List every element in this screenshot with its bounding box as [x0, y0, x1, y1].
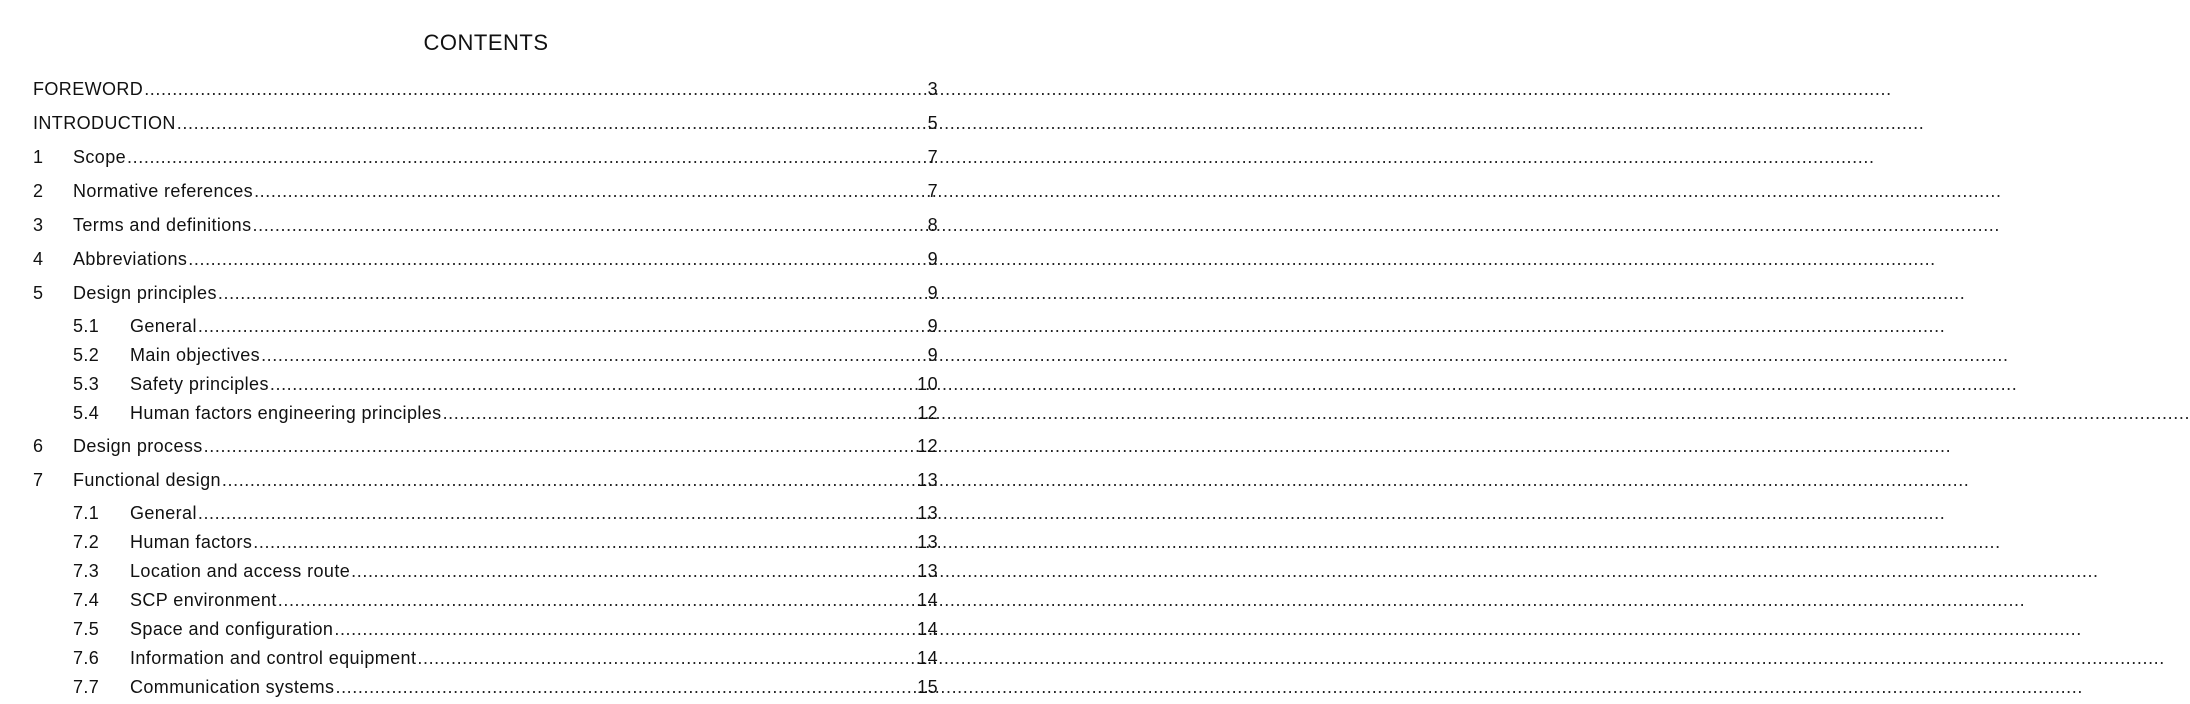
toc-entry-number: 5: [33, 283, 44, 303]
toc-entry-number: 5.2: [73, 345, 100, 365]
table-of-contents: [33, 76, 938, 704]
toc-entry[interactable]: [33, 588, 938, 617]
toc-entry-number: 7.5: [73, 619, 100, 639]
document-page: [0, 0, 956, 697]
toc-entry-number: 1: [33, 147, 44, 167]
toc-entry[interactable]: [33, 617, 938, 646]
toc-entry-number: 6: [33, 436, 44, 456]
dot-leader: [144, 77, 926, 101]
toc-entry-number: 7.3: [73, 561, 100, 581]
toc-entry-page-number: 12: [917, 403, 938, 423]
toc-entry-page-number: 9: [927, 283, 938, 303]
toc-entry[interactable]: [33, 178, 938, 212]
toc-entry-page-number: 14: [917, 619, 938, 639]
toc-entry[interactable]: [33, 76, 938, 110]
toc-entry-label: Main objectives: [130, 345, 261, 365]
toc-entry-number: 3: [33, 215, 44, 235]
toc-entry-label: Design principles: [73, 283, 217, 303]
dot-leader: [417, 646, 916, 670]
dot-leader: [198, 501, 916, 525]
toc-entry-number: 5.3: [73, 374, 100, 394]
toc-entry[interactable]: [33, 530, 938, 559]
toc-entry-page-number: 7: [927, 181, 938, 201]
toc-entry-page-number: 13: [917, 470, 938, 490]
toc-entry-label: Functional design: [73, 470, 221, 490]
toc-entry-number: 7.6: [73, 648, 100, 668]
toc-entry-page-number: 9: [927, 345, 938, 365]
dot-leader: [218, 281, 927, 305]
dot-leader: [204, 434, 917, 458]
toc-entry-label: Safety principles: [130, 374, 269, 394]
toc-entry-page-number: 13: [917, 503, 938, 523]
toc-entry[interactable]: [33, 280, 938, 314]
toc-entry[interactable]: [33, 433, 938, 467]
toc-entry[interactable]: [33, 559, 938, 588]
toc-entry[interactable]: [33, 246, 938, 280]
dot-leader: [334, 617, 916, 641]
toc-entry-label: Information and control equipment: [130, 648, 417, 668]
toc-entry[interactable]: [33, 110, 938, 144]
toc-entry[interactable]: [33, 467, 938, 501]
toc-entry-page-number: 3: [927, 79, 938, 99]
dot-leader: [261, 343, 927, 367]
toc-entry-page-number: 13: [917, 561, 938, 581]
toc-entry[interactable]: [33, 144, 938, 178]
toc-entry[interactable]: [33, 401, 938, 430]
toc-entry-number: 7.2: [73, 532, 100, 552]
contents-heading: CONTENTS: [423, 30, 549, 55]
toc-entry-number: 7: [33, 470, 44, 490]
toc-entry[interactable]: [33, 372, 938, 401]
dot-leader: [127, 145, 927, 169]
dot-leader: [222, 468, 916, 492]
toc-entry-page-number: 14: [917, 648, 938, 668]
toc-entry-label: SCP environment: [130, 590, 277, 610]
toc-entry[interactable]: [33, 675, 938, 704]
toc-entry-page-number: 13: [917, 532, 938, 552]
toc-entry[interactable]: [33, 343, 938, 372]
toc-entry-page-number: 9: [927, 249, 938, 269]
toc-entry-label: Abbreviations: [73, 249, 188, 269]
toc-entry-label: Terms and definitions: [73, 215, 252, 235]
toc-entry-label: INTRODUCTION: [33, 113, 176, 133]
dot-leader: [335, 675, 916, 699]
toc-entry-label: General: [130, 316, 197, 336]
toc-entry-page-number: 14: [917, 590, 938, 610]
dot-leader: [278, 588, 916, 612]
toc-entry-number: 4: [33, 249, 44, 269]
dot-leader: [177, 111, 927, 135]
dot-leader: [270, 372, 916, 396]
toc-entry-number: 7.1: [73, 503, 100, 523]
toc-entry-label: Normative references: [73, 181, 254, 201]
dot-leader: [188, 247, 926, 271]
toc-entry-label: Human factors: [130, 532, 253, 552]
toc-entry-number: 5.1: [73, 316, 100, 336]
toc-entry[interactable]: [33, 314, 938, 343]
toc-entry-label: Space and configuration: [130, 619, 334, 639]
toc-entry-number: 7.7: [73, 677, 100, 697]
toc-entry[interactable]: [33, 646, 938, 675]
dot-leader: [198, 314, 927, 338]
toc-entry-label: Human factors engineering principles: [130, 403, 442, 423]
toc-entry-label: Design process: [73, 436, 203, 456]
toc-entry-label: FOREWORD: [33, 79, 144, 99]
toc-entry-label: Location and access route: [130, 561, 351, 581]
toc-entry-number: 5.4: [73, 403, 100, 423]
toc-entry-page-number: 7: [927, 147, 938, 167]
toc-entry-page-number: 15: [917, 677, 938, 697]
toc-entry-number: 2: [33, 181, 44, 201]
toc-entry-page-number: 9: [927, 316, 938, 336]
dot-leader: [351, 559, 916, 583]
toc-entry-label: Communication systems: [130, 677, 335, 697]
dot-leader: [253, 530, 916, 554]
toc-entry-page-number: 8: [927, 215, 938, 235]
toc-entry-page-number: 12: [917, 436, 938, 456]
dot-leader: [253, 213, 927, 237]
toc-entry-label: Scope: [73, 147, 127, 167]
toc-entry[interactable]: [33, 501, 938, 530]
toc-entry-page-number: 5: [927, 113, 938, 133]
toc-entry-page-number: 10: [917, 374, 938, 394]
toc-entry-number: 7.4: [73, 590, 100, 610]
dot-leader: [254, 179, 927, 203]
toc-entry[interactable]: [33, 212, 938, 246]
toc-entry-label: General: [130, 503, 197, 523]
dot-leader: [443, 401, 917, 425]
